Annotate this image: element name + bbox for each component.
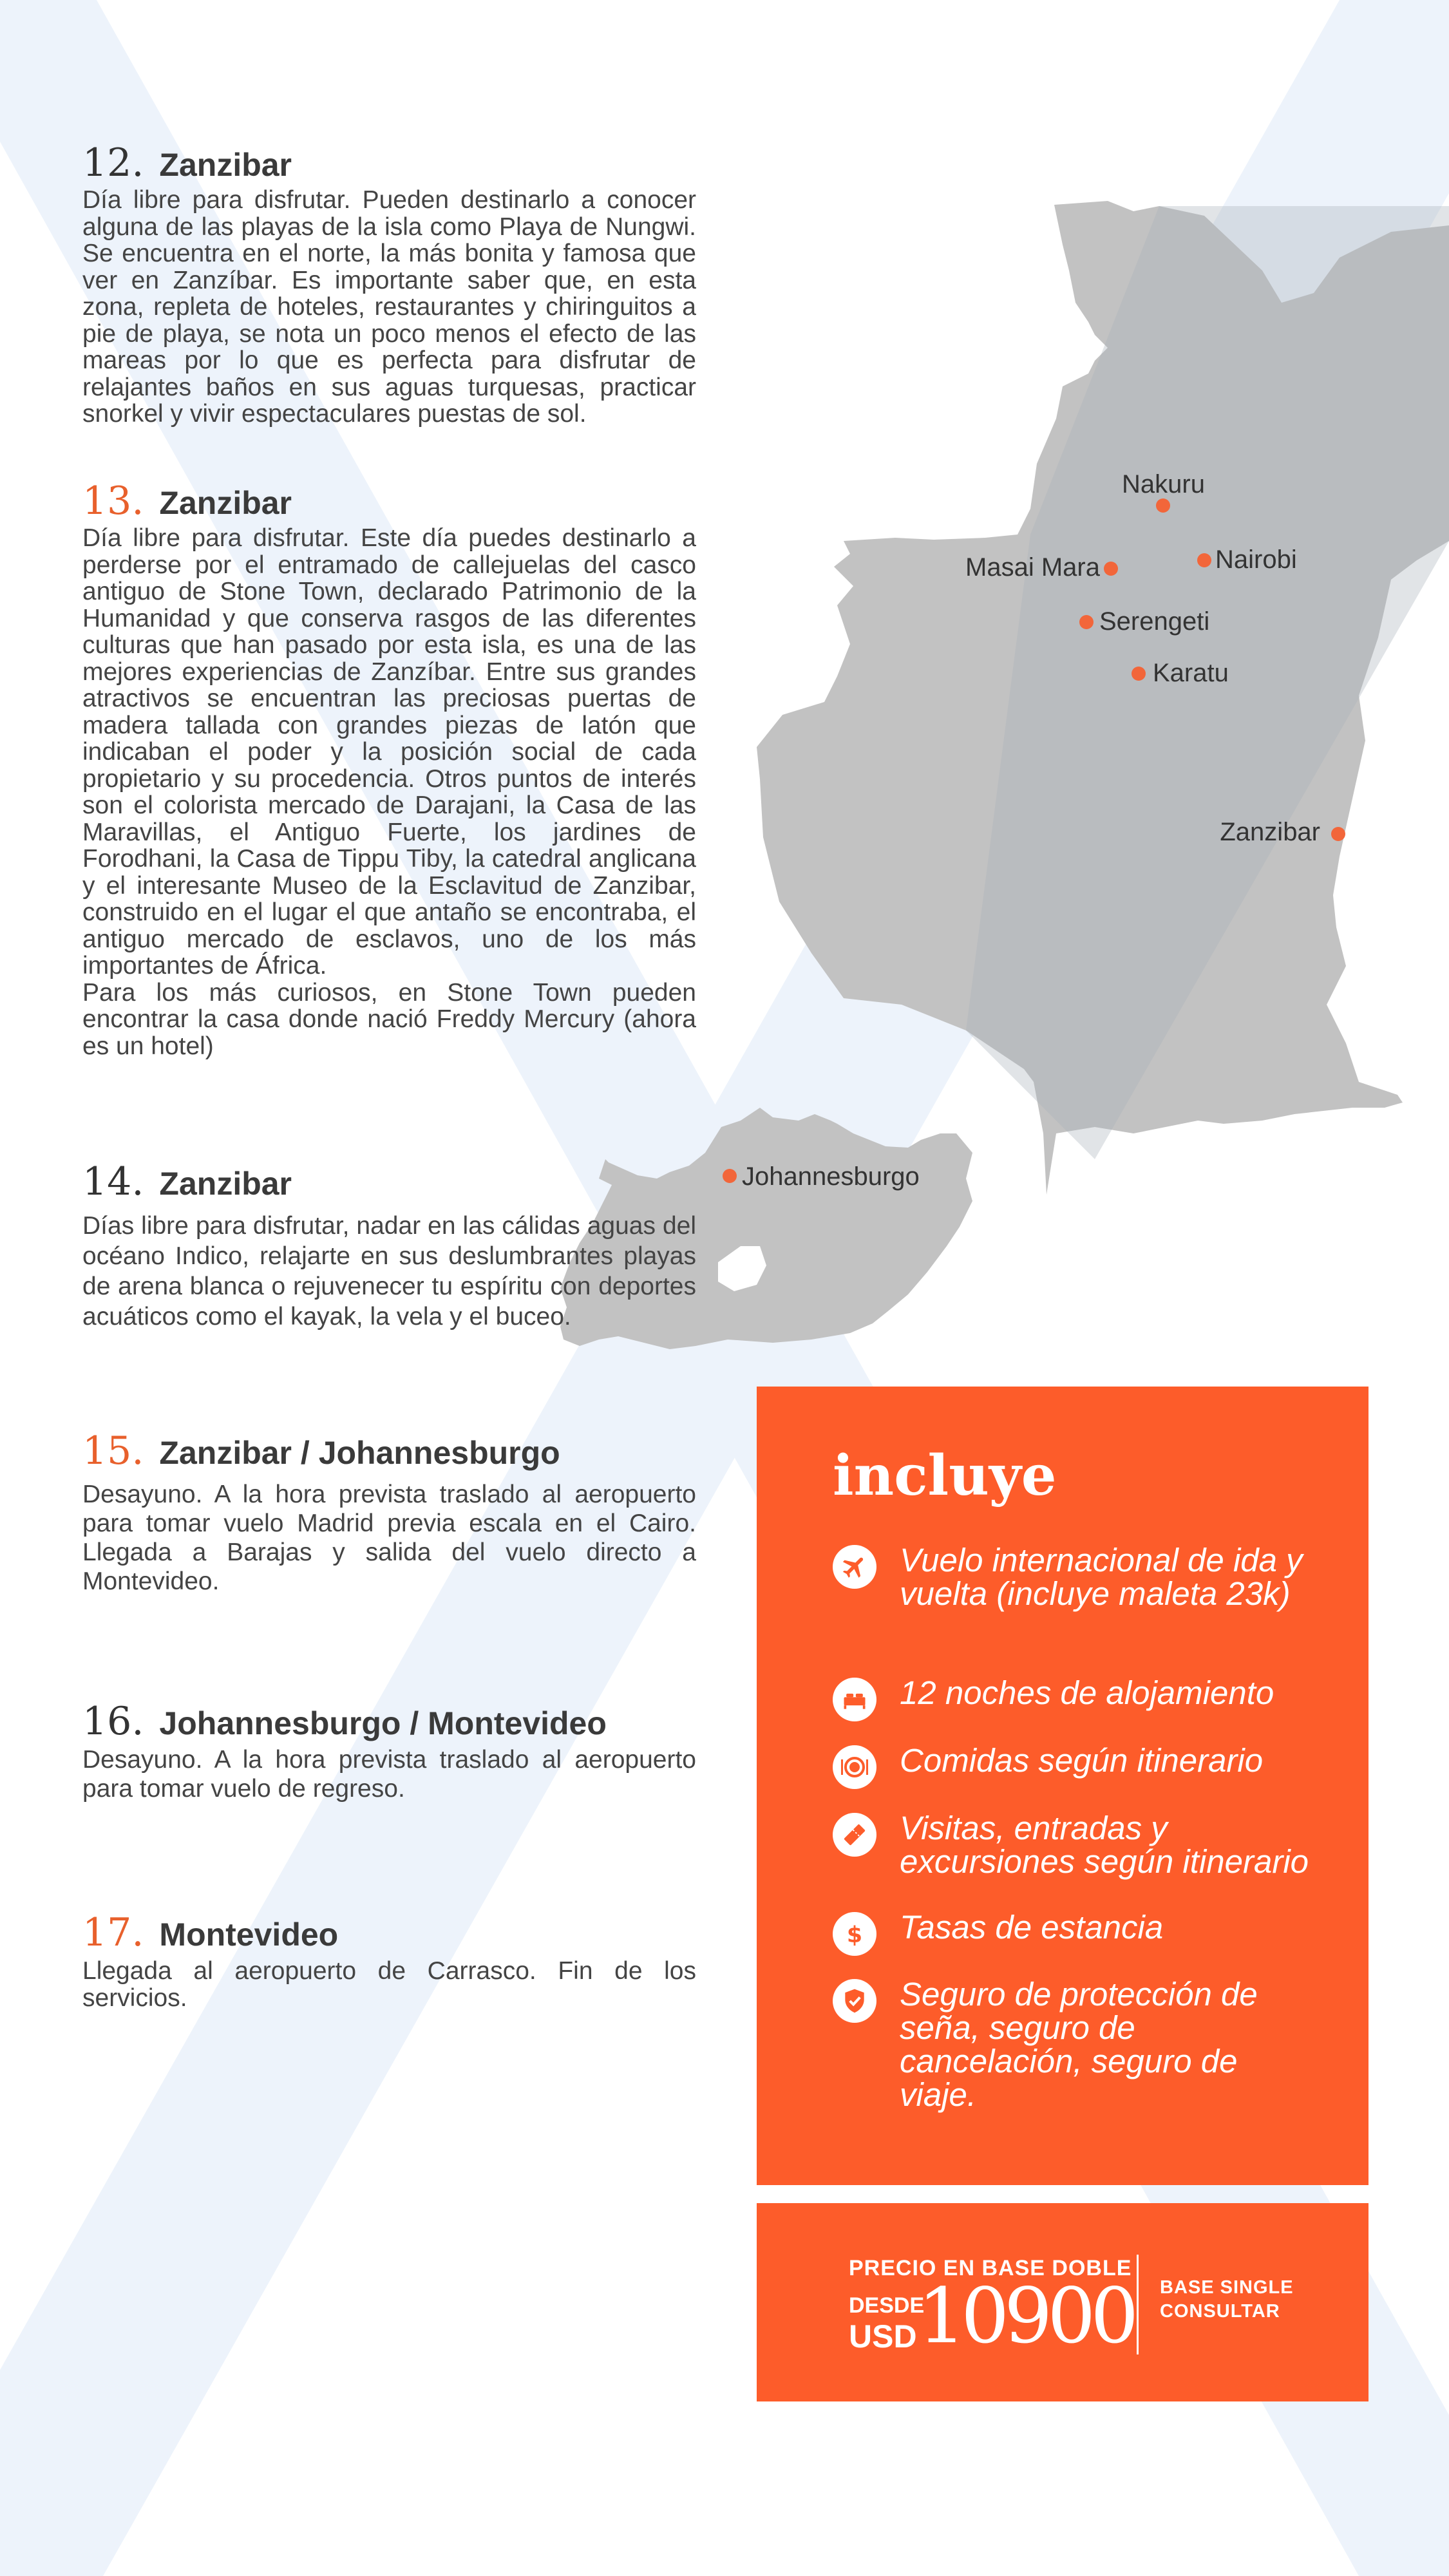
day-number: 13. <box>82 478 144 524</box>
city-label: Zanzibar <box>1220 818 1320 846</box>
day-description: Llegada al aeropuerto de Carrasco. Fin de los servicios. <box>82 1957 696 2012</box>
city-label: Nairobi <box>1215 545 1297 574</box>
dollar-icon <box>833 1912 876 1956</box>
single-base-label: BASE SINGLE <box>1160 2277 1294 2298</box>
day-description: Desayuno. A la hora prevista traslado al aeropuerto para tomar vuelo de regreso. <box>82 1746 696 1803</box>
day-description-extra: Para los más curiosos, en Stone Town pueden encontrar la casa donde nació Freddy Mercury (ahora es un hotel) <box>82 978 696 1060</box>
include-item <box>833 1744 1348 1789</box>
include-text: 12 noches de alojamiento <box>900 1674 1274 1711</box>
day-description: Día libre para disfrutar. Pueden destinarlo a conocer alguna de las playas de la isla como Playa de Nungwi. Se encuentra en el norte, la más bonita y famosa que ver en Zanzíbar. Es importante saber que, en esta zona, repleta de hoteles, restaurantes y chiringuitos a pie de playa, se nota un poco menos el efecto de las mareas por lo que es perfecta para disfrutar de relajantes baños en sus aguas turquesas, practicar snorkel y vivir espectaculares puestas de sol. <box>82 186 696 428</box>
includes-title: incluye <box>833 1443 1057 1508</box>
city-dot <box>1104 562 1118 576</box>
day-number: 15. <box>82 1428 144 1473</box>
svg-text:$: $ <box>846 1922 863 1948</box>
day-16 <box>82 1699 696 1803</box>
include-item <box>833 1812 1348 1879</box>
include-text: Comidas según itinerario <box>900 1742 1264 1779</box>
ticket-icon <box>833 1813 876 1857</box>
dining-plate-icon <box>833 1745 876 1789</box>
price-divider <box>1137 2255 1139 2354</box>
day-number: 16. <box>82 1699 144 1744</box>
includes-panel <box>757 1387 1368 2185</box>
city-label: Masai Mara <box>965 553 1100 582</box>
include-text: Visitas, entradas y excursiones según itinerario <box>900 1810 1309 1880</box>
day-15 <box>82 1428 696 1596</box>
day-title: Montevideo <box>159 1917 339 1953</box>
plane-icon <box>833 1545 876 1589</box>
price-heading: PRECIO EN BASE DOBLE <box>849 2256 1132 2280</box>
include-text: Vuelo internacional de ida y vuelta (incluye maleta 23k) <box>900 1542 1303 1612</box>
day-title: Zanzibar / Johannesburgo <box>159 1435 560 1471</box>
price-panel <box>757 2203 1368 2401</box>
day-13 <box>82 478 696 1059</box>
price-from-label: DESDE <box>849 2293 925 2318</box>
day-number: 14. <box>82 1159 144 1204</box>
city-dot <box>723 1169 737 1183</box>
city-dot <box>1156 498 1170 513</box>
day-description: Días libre para disfrutar, nadar en las cálidas aguas del océano Indico, relajarte en sus deslumbrantes playas de arena blanca o rejuvenecer tu espíritu con deportes acuáticos como el kayak, la vela y el buceo. <box>82 1212 696 1331</box>
day-number: 12. <box>82 140 144 185</box>
day-title: Zanzibar <box>159 485 292 521</box>
city-label: Nakuru <box>1122 470 1205 498</box>
day-description: Desayuno. A la hora prevista traslado al aeropuerto para tomar vuelo Madrid previa escala en el Cairo. Llegada a Barajas y salida del vuelo directo a Montevideo. <box>82 1481 696 1595</box>
city-dot <box>1079 615 1094 629</box>
price-currency: USD <box>849 2318 917 2354</box>
city-label: Johannesburgo <box>742 1162 920 1191</box>
city-label: Serengeti <box>1099 607 1210 636</box>
day-title: Johannesburgo / Montevideo <box>159 1705 607 1741</box>
day-title: Zanzibar <box>159 1166 292 1202</box>
city-marker <box>965 553 1118 582</box>
city-dot <box>1132 667 1146 681</box>
include-text: Tasas de estancia <box>900 1909 1164 1946</box>
city-dot <box>1331 827 1345 841</box>
include-item <box>833 1544 1348 1611</box>
day-description: Día libre para disfrutar. Este día puedes destinarlo a perderse por el entramado de callejuelas del casco antiguo de Stone Town, declarado Patrimonio de la Humanidad y que conserva rasgos de las diferentes culturas que han pasado por esta isla, es una de las mejores experiencias de Zanzíbar. Entre sus grandes atractivos se encuentran las preciosas puertas de madera tallada con grandes piezas de latón que indicaban el poder y la posición social de cada propietario y su procedencia. Otros puntos de interés son el colorista mercado de Darajani, la Casa de las Maravillas, el Antiguo Fuerte, los jardines de Forodhani, la Casa de Tippu Tiby, la catedral anglicana y el interesante Museo de la Esclavitud de Zanzibar, construido en el lugar el que antaño se encontraba, el antiguo mercado de esclavos, uno de los más importantes de África. <box>82 524 696 980</box>
city-label: Karatu <box>1153 659 1229 687</box>
price-amount: 10900 <box>918 2271 1134 2360</box>
include-item <box>833 1676 1348 1721</box>
shield-check-icon <box>833 1979 876 2023</box>
day-17 <box>82 1910 696 2011</box>
include-item <box>833 1911 1348 1956</box>
day-number: 17. <box>82 1910 144 1955</box>
include-text: Seguro de protección de seña, seguro de cancelación, seguro de viaje. <box>900 1976 1258 2113</box>
city-marker <box>723 1162 920 1191</box>
day-12 <box>82 140 696 428</box>
day-title: Zanzibar <box>159 147 292 183</box>
city-marker <box>1079 607 1209 636</box>
city-dot <box>1197 553 1211 567</box>
day-14 <box>82 1159 696 1332</box>
bed-icon <box>833 1678 876 1721</box>
single-base-consult: CONSULTAR <box>1160 2301 1280 2322</box>
include-item <box>833 1978 1348 2112</box>
